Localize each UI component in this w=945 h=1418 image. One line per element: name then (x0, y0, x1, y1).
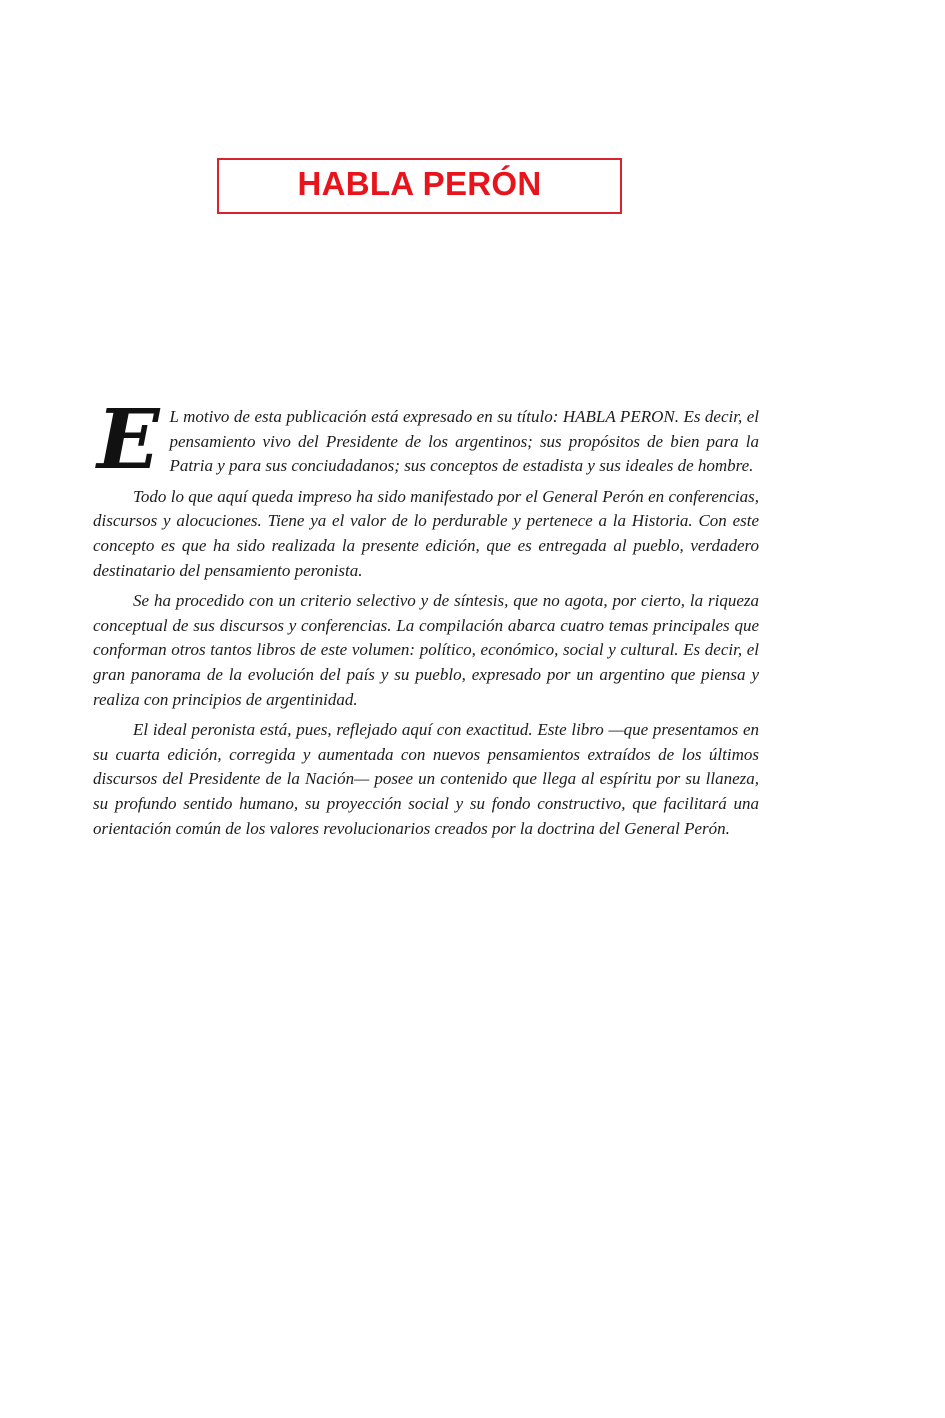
intro-text (93, 392, 759, 847)
title-box (217, 158, 622, 214)
paragraph-1 (93, 392, 759, 488)
paragraph-3: Se ha procedido con un criterio selectivo y de síntesis, que no agota, por cierto, la riqueza conceptual de sus discursos y conferencias. La compilación abarca cuatro temas principales que conforman otros tantos libros de este volumen: político, económico, social y cultural. Es decir, el gran panorama de la evolución del país y su pueblo, expresado por un argentino que piensa y realiza con principios de argentinidad. (93, 591, 759, 709)
drop-cap-letter: E (97, 392, 160, 488)
paragraph-1-text: L motivo de esta publicación está expresado en su título: HABLA PERON. Es decir, el pensamiento vivo del Presidente de los argentinos; sus propósitos de bien para la Patria y para sus conciudadanos; sus conceptos de estadista y sus ideales de hombre. (169, 407, 759, 476)
page-title: HABLA PERÓN (297, 165, 542, 202)
paragraph-2: Todo lo que aquí queda impreso ha sido manifestado por el General Perón en conferencias, discursos y alocuciones. Tiene ya el valor de lo perdurable y pertenece a la Historia. Con este concepto es que ha sido realizada la presente edición, que es entregada al pueblo, verdadero destinatario del pensamiento peronista. (93, 486, 759, 580)
paragraph-4: El ideal peronista está, pues, reflejado aquí con exactitud. Este libro —que presentamos en su cuarta edición, corregida y aumentada con nuevos pensamientos extraídos de los últimos discursos del Presidente de la Nación— posee un contenido que llega al espíritu por su llaneza, su profundo sentido humano, su proyección social y su fondo constructivo, que facilitará una orientación común de los valores revolucionarios creados por la doctrina del General Perón. (93, 720, 759, 838)
